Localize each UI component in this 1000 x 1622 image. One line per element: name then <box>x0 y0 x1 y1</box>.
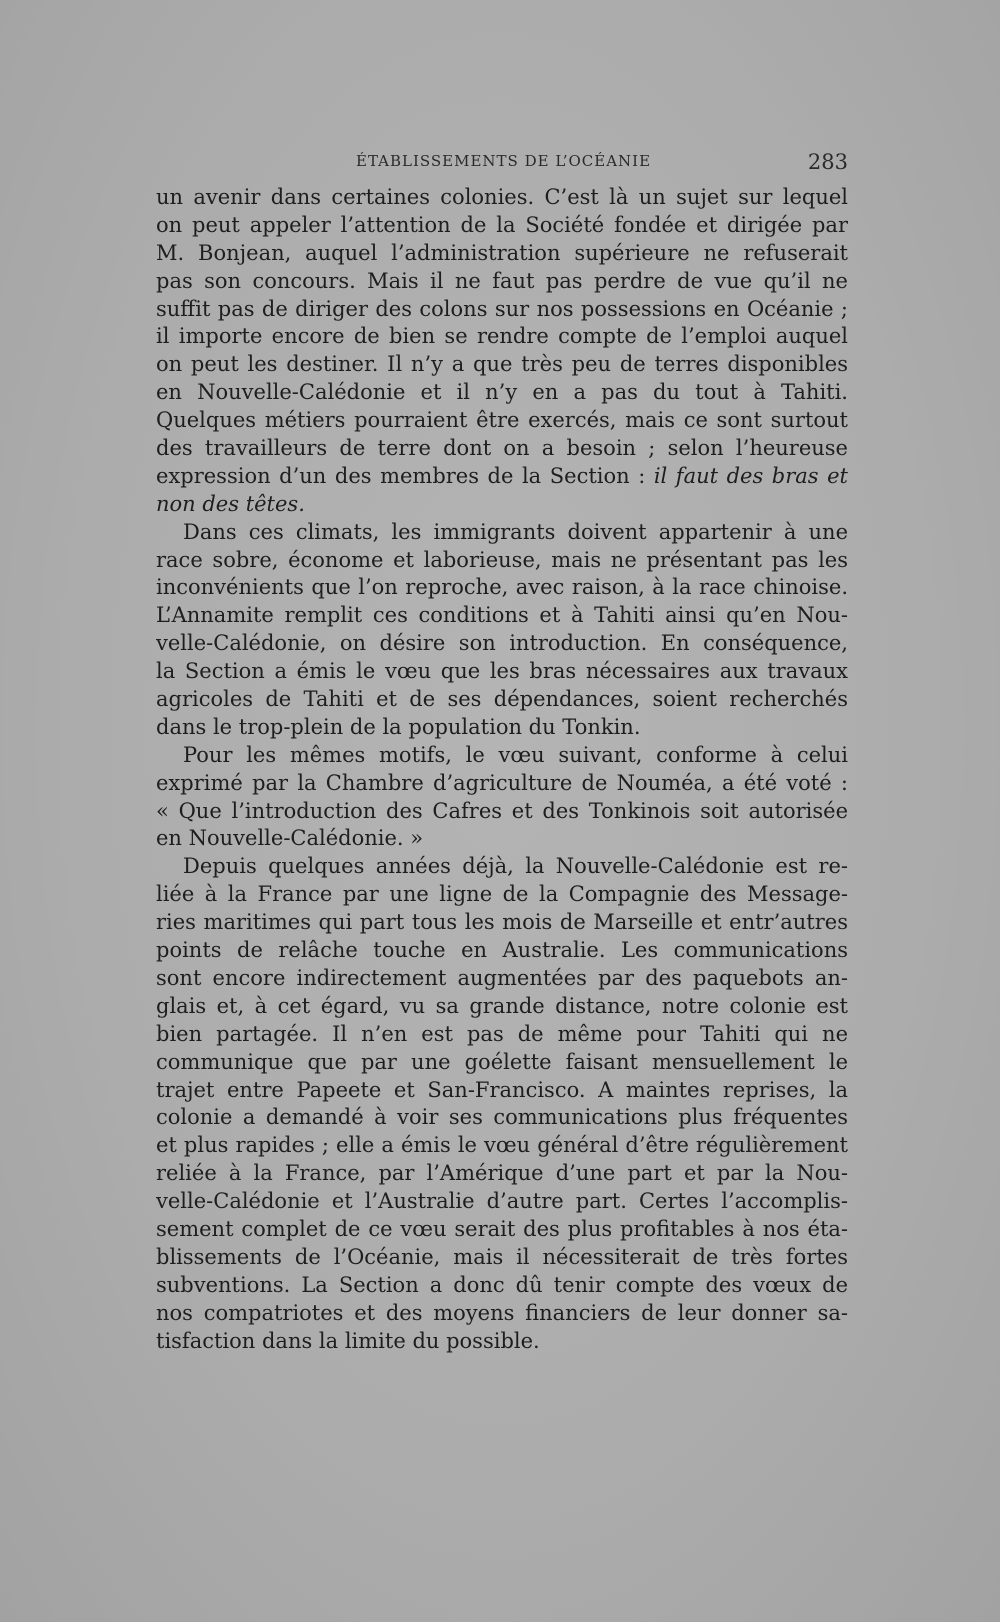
text-line: un avenir dans certaines colonies. C’est là un sujet sur lequel <box>156 185 848 209</box>
text-line: tisfaction dans la limite du possible. <box>156 1328 540 1353</box>
text-line: M. Bonjean, auquel l’administration supérieure ne refuserait <box>156 240 848 265</box>
text-line: pas son concours. Mais il ne faut pas perdre de vue qu’il ne <box>156 268 848 293</box>
text-line <box>156 463 848 491</box>
text-line: Quelques métiers pourraient être exercés, mais ce sont surtout <box>156 408 848 433</box>
text-line: en Nouvelle-Calédonie. » <box>156 826 424 851</box>
page-number: 283 <box>807 150 848 174</box>
text-line: liée à la France par une ligne de la Compagnie des Message- <box>156 882 848 907</box>
text-line: trajet entre Papeete et San-Francisco. A maintes reprises, la <box>156 1077 848 1102</box>
text-line: race sobre, économe et laborieuse, mais ne présentant pas les <box>156 547 848 572</box>
text-line: la Section a émis le vœu que les bras nécessaires aux travaux <box>156 659 848 684</box>
text-line: nos compatriotes et des moyens financiers de leur donner sa- <box>156 1300 848 1325</box>
text-line: L’Annamite remplit ces conditions et à Tahiti ainsi qu’en Nou- <box>156 603 848 628</box>
text-line: on peut appeler l’attention de la Société fondée et dirigée par <box>156 212 848 237</box>
text-line: reliée à la France, par l’Amérique d’une part et par la Nou- <box>156 1161 848 1186</box>
text-line: sement complet de ce vœu serait des plus profitables à nos éta- <box>156 1216 848 1241</box>
text-line: des travailleurs de terre dont on a besoin ; selon l’heureuse <box>156 436 848 461</box>
text-line: il importe encore de bien se rendre compte de l’emploi auquel <box>156 324 848 349</box>
text-line: Pour les mêmes motifs, le vœu suivant, conforme à celui <box>183 742 848 767</box>
page-header <box>156 150 848 176</box>
text-segment: expression d’un des membres de la Section : <box>156 463 646 488</box>
text-line: Dans ces climats, les immigrants doivent appartenir à une <box>183 519 848 544</box>
text-line: bien partagée. Il n’en est pas de même pour Tahiti qui ne <box>156 1021 848 1046</box>
italic-quote: il faut des bras et <box>653 463 848 488</box>
text-line: velle-Calédonie, on désire son introduction. En conséquence, <box>156 631 848 656</box>
text-line <box>156 491 848 519</box>
text-line: « Que l’introduction des Cafres et des Tonkinois soit autorisée <box>156 798 848 823</box>
running-title: ÉTABLISSEMENTS DE L’OCÉANIE <box>356 152 652 170</box>
text-line: blissements de l’Océanie, mais il nécessiterait de très fortes <box>156 1244 848 1269</box>
text-line: subventions. La Section a donc dû tenir compte des vœux de <box>156 1272 848 1297</box>
text-line: points de relâche touche en Australie. Les communications <box>156 938 848 963</box>
text-line: colonie a demandé à voir ses communications plus fréquentes <box>156 1105 848 1130</box>
text-line: sont encore indirectement augmentées par des paquebots an- <box>156 965 848 990</box>
italic-quote: non des têtes. <box>156 491 305 516</box>
text-line: on peut les destiner. Il n’y a que très peu de terres disponibles <box>156 352 848 377</box>
text-line: glais et, à cet égard, vu sa grande distance, notre colonie est <box>156 993 848 1018</box>
text-line: exprimé par la Chambre d’agriculture de Nouméa, a été voté : <box>156 770 848 795</box>
text-line: dans le trop-plein de la population du Tonkin. <box>156 714 641 739</box>
text-line: en Nouvelle-Calédonie et il n’y en a pas du tout à Tahiti. <box>156 380 848 405</box>
page-body <box>156 184 848 1355</box>
text-line: communique que par une goélette faisant mensuellement le <box>156 1049 848 1074</box>
text-line: agricoles de Tahiti et de ses dépendances, soient recherchés <box>156 687 848 712</box>
text-line: et plus rapides ; elle a émis le vœu général d’être régulièrement <box>156 1133 848 1158</box>
text-line: suffit pas de diriger des colons sur nos possessions en Océanie ; <box>156 296 848 321</box>
text-line: inconvénients que l’on reproche, avec raison, à la race chinoise. <box>156 575 848 600</box>
text-line: Depuis quelques années déjà, la Nouvelle-Calédonie est re- <box>183 854 848 879</box>
text-line: velle-Calédonie et l’Australie d’autre part. Certes l’accomplis- <box>156 1189 848 1214</box>
text-line: ries maritimes qui part tous les mois de Marseille et entr’autres <box>156 910 848 935</box>
